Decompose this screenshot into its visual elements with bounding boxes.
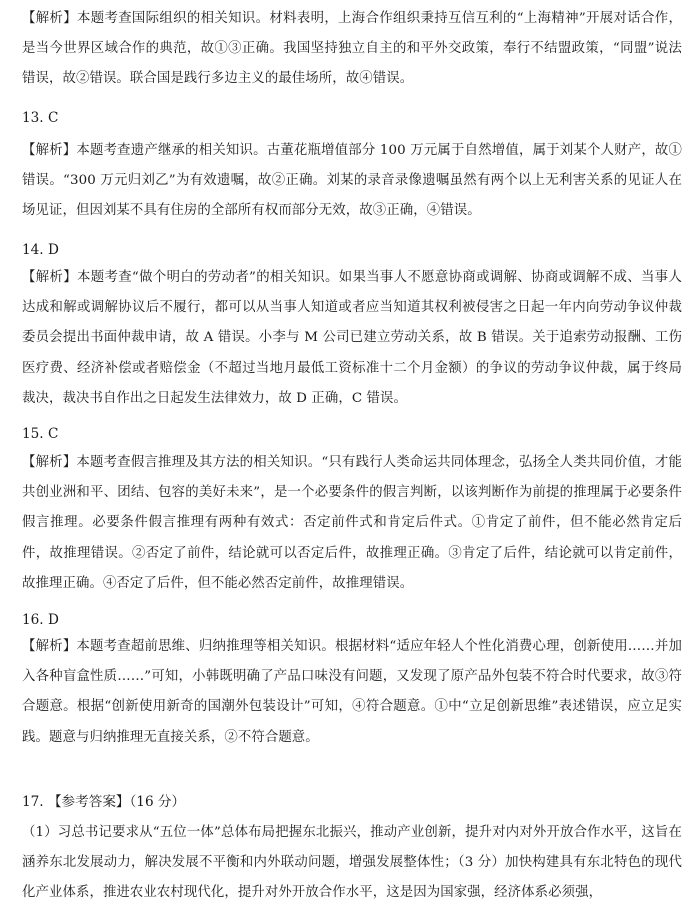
answer-12-analysis: 【解析】本题考查国际组织的相关知识。材料表明，上海合作组织秉持互信互利的“上海精神”开展对话合作，是当今世界区域合作的典范，故①③正确。我国坚持独立自主的和平外交政策，奉行不结盟政策，“同盟”说法错误，故②错误。联合国是践行多边主义的最佳场所，故④错误。 — [22, 11, 682, 87]
answer-14-analysis: 【解析】本题考查“做个明白的劳动者”的相关知识。如果当事人不愿意协商或调解、协商或调解不成、当事人达成和解或调解协议后不履行，都可以从当事人知道或者应当知道其权利被侵害之日起一年内向劳动争议仲裁委员会提出书面仲裁申请，故 A 错误。小李与 M 公司已建立劳动关系，故 B 错误。关于追索劳动报酬、工伤医疗费、经济补偿或者赔偿金（不超过当地月最低工资标准十二个月金额）的争议的劳动争议仲裁，属于终局裁决，裁决书自作出之日起发生法律效力，故 D 正确，C 错误。 — [22, 270, 682, 406]
question-13-answer: 13. C — [22, 110, 59, 126]
question-14-answer: 14. D — [22, 242, 59, 258]
question-16-answer: 16. D — [22, 612, 59, 628]
question-15-answer: 15. C — [22, 426, 59, 442]
answer-17-text: （1）习总书记要求从“五位一体”总体布局把握东北振兴，推动产业创新，提升对内对外开放合作水平，这旨在涵养东北发展动力，解决发展不平衡和内外联动问题，增强发展整体性；（3 分）加快构建具有东北特色的现代化产业体系，推进农业农村现代化，提升对外开放合作水平，这是因为国家强，经济体系必须强， — [22, 825, 682, 901]
answer-16-analysis: 【解析】本题考查超前思维、归纳推理等相关知识。根据材料“适应年轻人个性化消费心理，创新使用……并加入各种盲盒性质……”可知，小韩既明确了产品口味没有问题，又发现了原产品外包装不符合时代要求，故③符合题意。根据“创新使用新奇的国潮外包装设计”可知，④符合题意。①中“立足创新思维”表述错误，应立足实践。题意与归纳推理无直接关系，②不符合题意。 — [22, 639, 682, 745]
question-17-reference-answer: 17. 【参考答案】（16 分） — [22, 794, 186, 810]
answer-15-analysis: 【解析】本题考查假言推理及其方法的相关知识。“只有践行人类命运共同体理念，弘扬全人类共同价值，才能共创业洲和平、团结、包容的美好未来”，是一个必要条件的假言判断，以该判断作为前提的推理属于必要条件假言推理。必要条件假言推理有两种有效式：否定前件式和肯定后件式。①肯定了前件，但不能必然肯定后件，故推理错误。②否定了前件，结论就可以否定后件，故推理正确。③肯定了后件，结论就可以肯定前件，故推理正确。④否定了后件，但不能必然否定前件，故推理错误。 — [22, 455, 682, 591]
answer-13-analysis: 【解析】本题考查遗产继承的相关知识。古董花瓶增值部分 100 万元属于自然增值，属于刘某个人财产，故①错误。“300 万元归刘乙”为有效遗嘱，故②正确。刘某的录音录像遗嘱虽然有两个以上无利害关系的见证人在场见证，但因刘某不具有住房的全部所有权而部分无效，故③正确，④错误。 — [22, 143, 682, 219]
